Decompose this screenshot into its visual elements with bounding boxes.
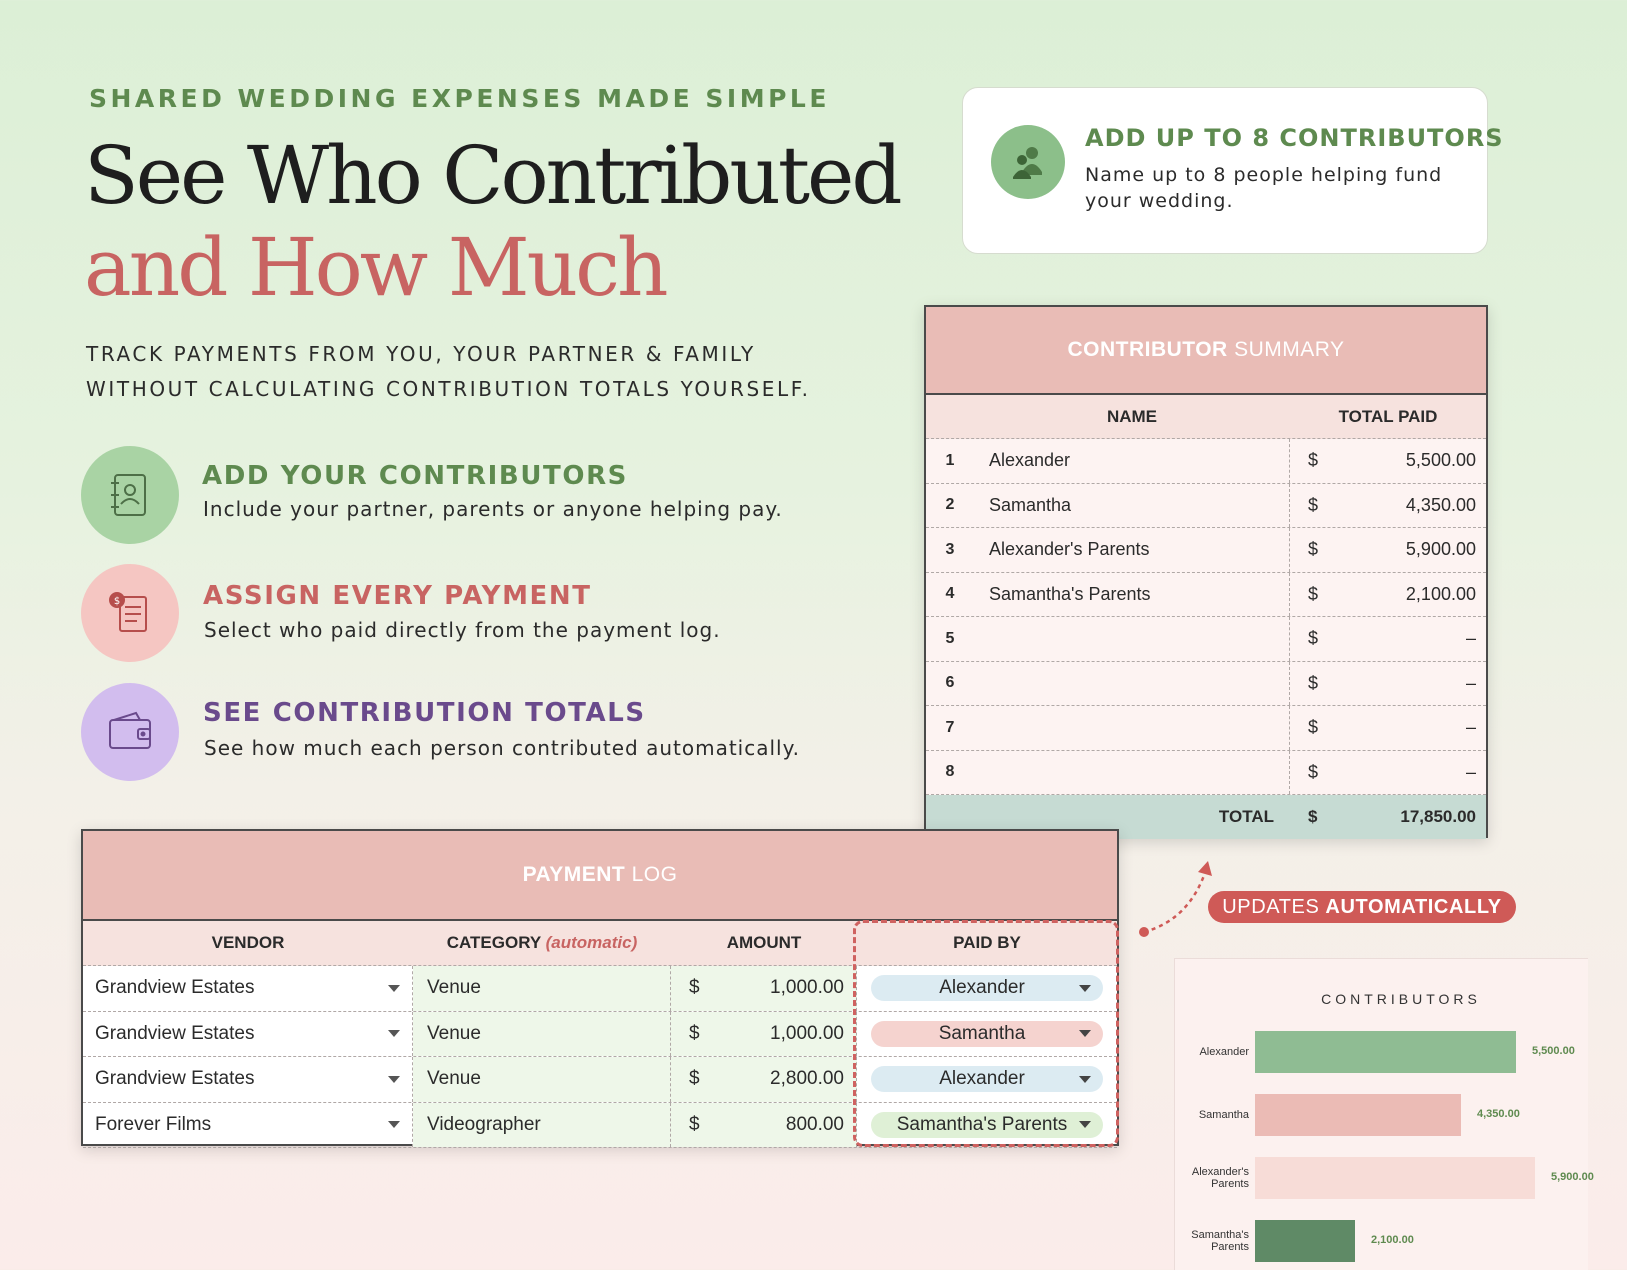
summary-title-rest: SUMMARY [1227, 338, 1345, 361]
amount-currency: $ [689, 1113, 700, 1135]
receipt-icon [81, 564, 179, 662]
paid-by-select[interactable] [871, 1112, 1103, 1138]
chevron-down-icon[interactable] [1079, 1076, 1091, 1083]
paid-by-value: Samantha's Parents [896, 1113, 1068, 1135]
category-value: Venue [413, 966, 671, 1011]
summary-row [926, 706, 1486, 751]
summary-row-number: 3 [945, 540, 955, 558]
paid-by-cell [857, 966, 1117, 1011]
summary-row-amount: – [1465, 717, 1476, 738]
summary-total-label: TOTAL [1218, 807, 1274, 826]
feature-title-totals: SEE CONTRIBUTION TOTALS [203, 698, 646, 728]
log-col-vendor: VENDOR [211, 933, 285, 952]
paid-by-cell [857, 1057, 1117, 1102]
tagline-line-1: TRACK PAYMENTS FROM YOU, YOUR PARTNER & FAMILY [86, 342, 756, 366]
chevron-down-icon[interactable] [1079, 985, 1091, 992]
callout-desc: Name up to 8 people helping fund your wedding. [1085, 164, 1443, 212]
summary-row-currency: $ [1308, 672, 1319, 693]
feature-title-payment: ASSIGN EVERY PAYMENT [203, 581, 592, 611]
summary-row-currency: $ [1308, 761, 1319, 782]
log-row [83, 1012, 1117, 1058]
paid-by-cell [857, 1012, 1117, 1057]
amount-value: 800.00 [785, 1113, 844, 1135]
feature-title-contributors: ADD YOUR CONTRIBUTORS [202, 461, 629, 491]
summary-row [926, 439, 1486, 484]
summary-row-currency: $ [1308, 539, 1319, 560]
paid-by-value: Samantha [938, 1022, 1026, 1044]
summary-title-bold: CONTRIBUTOR [1067, 338, 1228, 361]
amount-cell[interactable] [671, 966, 857, 1011]
headline-line-1: See Who Contributed [84, 129, 900, 222]
callout-title: ADD UP TO 8 CONTRIBUTORS [1085, 124, 1504, 152]
chart-bar-label: Alexander [1199, 1046, 1249, 1058]
summary-row-number: 4 [945, 585, 955, 603]
eyebrow-text: SHARED WEDDING EXPENSES MADE SIMPLE [89, 84, 830, 113]
summary-row-name[interactable]: Samantha's Parents [974, 573, 1290, 617]
category-value: Venue [413, 1012, 671, 1057]
summary-row-number: 8 [945, 763, 955, 781]
chart-bar-label: Alexander's Parents [1191, 1166, 1249, 1190]
log-row [83, 1103, 1117, 1149]
vendor-select[interactable] [83, 1012, 413, 1057]
amount-value: 2,800.00 [770, 1068, 844, 1090]
paid-by-select[interactable] [871, 1066, 1103, 1092]
chart-title: CONTRIBUTORS [1321, 991, 1481, 1007]
summary-row-name[interactable]: Samantha [974, 484, 1290, 528]
amount-currency: $ [689, 1022, 700, 1044]
summary-row-amount: 2,100.00 [1405, 583, 1476, 604]
updates-automatically-badge [1208, 891, 1516, 923]
amount-value: 1,000.00 [770, 977, 844, 999]
vendor-select[interactable] [83, 1103, 413, 1148]
category-value: Venue [413, 1057, 671, 1102]
summary-row-amount: 5,900.00 [1405, 539, 1476, 560]
amount-currency: $ [689, 1068, 700, 1090]
feature-desc-totals: See how much each person contributed automatically. [204, 736, 800, 760]
summary-row-amount: – [1465, 761, 1476, 782]
summary-row-number: 6 [945, 674, 955, 692]
chart-bar-value: 4,350.00 [1477, 1108, 1520, 1120]
amount-cell[interactable] [671, 1057, 857, 1102]
paid-by-value: Alexander [939, 1068, 1025, 1090]
chart-bar-value: 5,500.00 [1532, 1045, 1575, 1057]
wallet-icon [81, 683, 179, 781]
paid-by-select[interactable] [871, 975, 1103, 1001]
summary-row-name[interactable] [974, 751, 1290, 795]
log-col-category-note: (automatic) [545, 933, 638, 952]
summary-row-number: 1 [945, 451, 955, 469]
log-row [83, 966, 1117, 1012]
vendor-value: Grandview Estates [95, 1068, 255, 1090]
summary-row-currency: $ [1308, 583, 1319, 604]
summary-row-currency: $ [1308, 628, 1319, 649]
summary-total-currency: $ [1308, 807, 1318, 826]
chart-bar [1255, 1031, 1516, 1073]
updates-badge-regular: UPDATES [1222, 895, 1320, 918]
log-col-category [413, 933, 671, 953]
amount-cell[interactable] [671, 1012, 857, 1057]
log-col-paid-by: PAID BY [953, 933, 1021, 952]
callout-card [962, 87, 1504, 254]
summary-row-number: 7 [945, 718, 955, 736]
paid-by-value: Alexander [939, 977, 1025, 999]
feature-desc-contributors: Include your partner, parents or anyone helping pay. [203, 497, 783, 521]
chevron-down-icon[interactable] [388, 1121, 400, 1128]
log-rows [83, 966, 1117, 1148]
category-value: Videographer [413, 1103, 671, 1148]
log-title-rest: LOG [625, 863, 678, 886]
vendor-select[interactable] [83, 1057, 413, 1102]
summary-row-currency: $ [1308, 494, 1319, 515]
summary-row-number: 5 [945, 629, 955, 647]
paid-by-select[interactable] [871, 1021, 1103, 1047]
summary-row-name[interactable] [974, 662, 1290, 706]
summary-row [926, 617, 1486, 662]
log-row [83, 1057, 1117, 1103]
log-col-amount: AMOUNT [726, 933, 802, 952]
log-col-category-label: CATEGORY [446, 933, 541, 952]
vendor-value: Forever Films [95, 1113, 212, 1135]
summary-row-name[interactable]: Alexander's Parents [974, 528, 1290, 572]
chart-bar-label: Samantha [1198, 1109, 1249, 1121]
vendor-value: Grandview Estates [95, 977, 255, 999]
payment-log-table [81, 829, 1119, 1146]
vendor-value: Grandview Estates [95, 1022, 255, 1044]
summary-row-name[interactable] [974, 617, 1290, 661]
summary-row [926, 528, 1486, 573]
summary-rows [926, 439, 1486, 795]
updates-badge-bold: AUTOMATICALLY [1325, 895, 1502, 918]
address-book-icon [81, 446, 179, 544]
contributors-chart [1174, 958, 1594, 1270]
summary-row [926, 662, 1486, 707]
chart-bar [1255, 1220, 1355, 1262]
chevron-down-icon[interactable] [388, 985, 400, 992]
chart-bar [1255, 1094, 1461, 1136]
summary-row-amount: 5,500.00 [1405, 450, 1476, 471]
tagline-line-2: WITHOUT CALCULATING CONTRIBUTION TOTALS YOURSELF. [86, 377, 811, 401]
amount-cell[interactable] [671, 1103, 857, 1148]
contributor-summary-table [924, 305, 1488, 838]
summary-col-total: TOTAL PAID [1338, 406, 1438, 426]
summary-row-amount: – [1465, 672, 1476, 693]
summary-row-amount: 4,350.00 [1405, 494, 1476, 515]
summary-col-name: NAME [1106, 406, 1158, 426]
vendor-select[interactable] [83, 966, 413, 1011]
chevron-down-icon[interactable] [388, 1030, 400, 1037]
chevron-down-icon[interactable] [388, 1076, 400, 1083]
chevron-down-icon[interactable] [1079, 1121, 1091, 1128]
amount-value: 1,000.00 [770, 1022, 844, 1044]
summary-row [926, 573, 1486, 618]
svg-text:$: $ [113, 596, 121, 607]
summary-row-amount: – [1465, 628, 1476, 649]
summary-row [926, 751, 1486, 796]
summary-row [926, 484, 1486, 529]
summary-row-number: 2 [945, 496, 955, 514]
log-column-header [83, 921, 1117, 966]
amount-currency: $ [689, 977, 700, 999]
chart-bar-value: 2,100.00 [1371, 1234, 1414, 1246]
log-title-bold: PAYMENT [522, 863, 626, 886]
summary-column-header [926, 395, 1486, 439]
summary-row-name[interactable]: Alexander [974, 439, 1290, 483]
log-title [83, 831, 1117, 921]
people-icon [991, 125, 1065, 199]
paid-by-cell [857, 1103, 1117, 1148]
headline-line-2: and How Much [84, 221, 666, 314]
summary-total-amount: 17,850.00 [1400, 807, 1476, 826]
chart-bar [1255, 1157, 1535, 1199]
tagline [86, 337, 811, 407]
chart-bar-value: 5,900.00 [1551, 1171, 1594, 1183]
headline [84, 130, 900, 314]
feature-desc-payment: Select who paid directly from the payment log. [204, 618, 721, 642]
chevron-down-icon[interactable] [1079, 1030, 1091, 1037]
summary-row-currency: $ [1308, 450, 1319, 471]
summary-title [926, 307, 1486, 395]
chart-bar-label: Samantha's Parents [1191, 1229, 1249, 1253]
summary-row-currency: $ [1308, 717, 1319, 738]
summary-row-name[interactable] [974, 706, 1290, 750]
